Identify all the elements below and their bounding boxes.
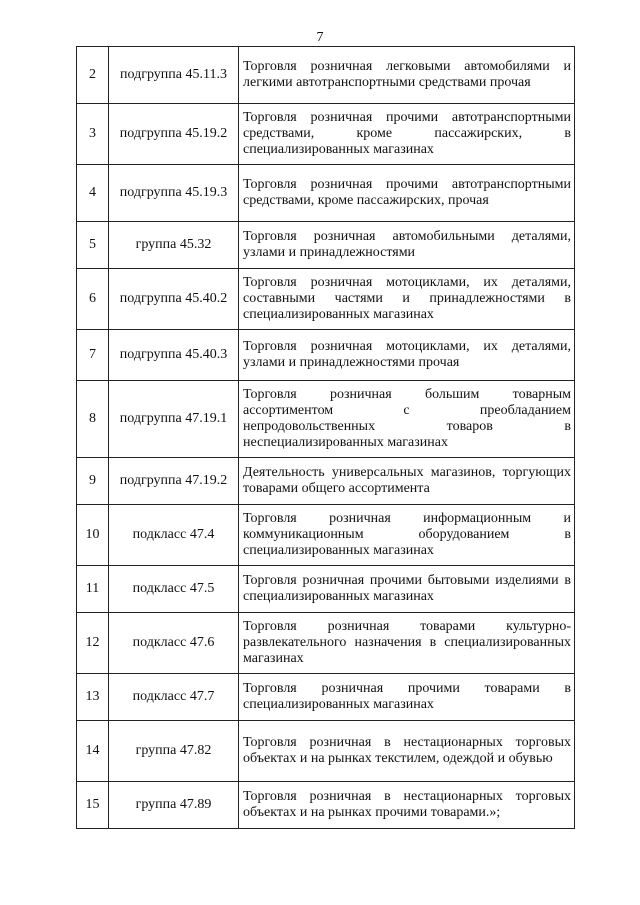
table-row (77, 222, 575, 269)
activity-description: Торговля розничная легковыми автомобилями и легкими автотранспортными средствами прочая (239, 47, 575, 104)
row-number-cell: 9 (77, 458, 109, 505)
activity-description: Торговля розничная прочими автотранспортными средствами, кроме пассажирских, прочая (239, 165, 575, 222)
row-number-cell: 3 (77, 104, 109, 165)
row-number-cell: 8 (77, 381, 109, 458)
activity-code-cell: группа 45.32 (109, 222, 239, 269)
table-row (77, 782, 575, 829)
activity-description: Торговля розничная мотоциклами, их деталями, узлами и принадлежностями прочая (239, 330, 575, 381)
table-row (77, 566, 575, 613)
row-number-cell: 7 (77, 330, 109, 381)
activity-description: Торговля розничная автомобильными деталями, узлами и принадлежностями (239, 222, 575, 269)
table-row (77, 381, 575, 458)
activity-description: Торговля розничная прочими бытовыми изделиями в специализированных магазинах (239, 566, 575, 613)
page-number: 7 (316, 30, 324, 45)
activity-code-cell: подгруппа 45.40.2 (109, 269, 239, 330)
activity-code-cell: подгруппа 47.19.1 (109, 381, 239, 458)
activity-code-cell: подгруппа 45.11.3 (109, 47, 239, 104)
row-number-cell: 14 (77, 721, 109, 782)
table-row (77, 165, 575, 222)
activity-description: Торговля розничная товарами культурно-развлекательного назначения в специализированных магазинах (239, 613, 575, 674)
row-number-cell: 13 (77, 674, 109, 721)
table-row (77, 505, 575, 566)
activity-description: Торговля розничная в нестационарных торговых объектах и на рынках прочими товарами.»; (239, 782, 575, 829)
table-row (77, 47, 575, 104)
row-number-cell: 4 (77, 165, 109, 222)
activity-description: Деятельность универсальных магазинов, торгующих товарами общего ассортимента (239, 458, 575, 505)
table-row (77, 613, 575, 674)
table-row (77, 674, 575, 721)
row-number-cell: 12 (77, 613, 109, 674)
table-row (77, 269, 575, 330)
activity-description: Торговля розничная мотоциклами, их деталями, составными частями и принадлежностями в специализированных магазинах (239, 269, 575, 330)
activity-code-cell: группа 47.89 (109, 782, 239, 829)
activity-description: Торговля розничная прочими автотранспортными средствами, кроме пассажирских, в специализированных магазинах (239, 104, 575, 165)
activity-code-cell: подкласс 47.6 (109, 613, 239, 674)
activity-description: Торговля розничная в нестационарных торговых объектах и на рынках текстилем, одеждой и обувью (239, 721, 575, 782)
row-number-cell: 5 (77, 222, 109, 269)
row-number-cell: 10 (77, 505, 109, 566)
activity-code-cell: подгруппа 45.40.3 (109, 330, 239, 381)
activity-code-cell: подкласс 47.7 (109, 674, 239, 721)
activity-code-cell: подкласс 47.5 (109, 566, 239, 613)
activity-description: Торговля розничная большим товарным ассортиментом с преобладанием непродовольственных товаров в неспециализированных магазинах (239, 381, 575, 458)
activity-code-cell: подгруппа 47.19.2 (109, 458, 239, 505)
activity-description: Торговля розничная информационным и коммуникационным оборудованием в специализированных магазинах (239, 505, 575, 566)
activity-codes-table (76, 46, 575, 829)
activity-code-cell: подкласс 47.4 (109, 505, 239, 566)
table-row (77, 104, 575, 165)
table-row (77, 330, 575, 381)
table-row (77, 721, 575, 782)
table-row (77, 458, 575, 505)
row-number-cell: 15 (77, 782, 109, 829)
row-number-cell: 6 (77, 269, 109, 330)
activity-code-cell: подгруппа 45.19.3 (109, 165, 239, 222)
row-number-cell: 11 (77, 566, 109, 613)
activity-description: Торговля розничная прочими товарами в специализированных магазинах (239, 674, 575, 721)
activity-code-cell: подгруппа 45.19.2 (109, 104, 239, 165)
row-number-cell: 2 (77, 47, 109, 104)
activity-code-cell: группа 47.82 (109, 721, 239, 782)
